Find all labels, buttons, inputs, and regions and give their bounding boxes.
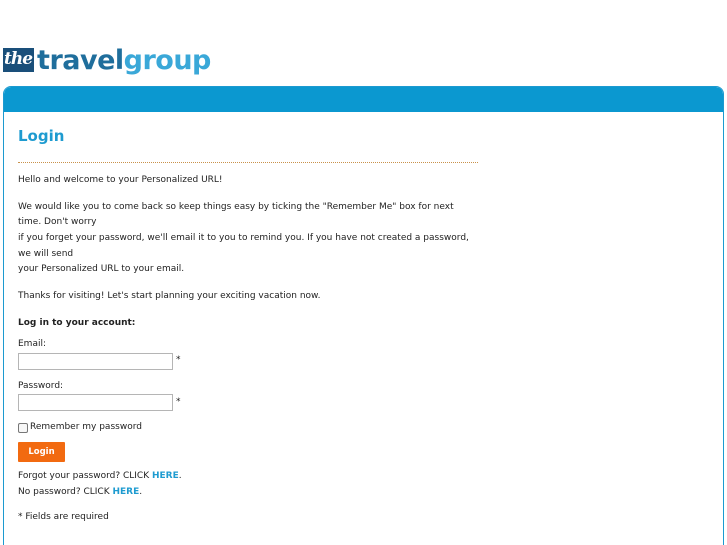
remember-label[interactable]: Remember my password [30,422,142,433]
panel-header-bar [4,87,723,112]
page-title: Login [18,127,65,145]
email-row [18,353,478,370]
logo-the: the [3,48,34,72]
logo-travel: travel [37,45,124,76]
email-label: Email: [18,339,47,350]
login-button[interactable]: Login [18,442,65,462]
nopass-prefix: No password? CLICK [18,486,113,497]
forgot-prefix: Forgot your password? CLICK [18,470,152,481]
login-panel [3,86,724,545]
login-content [18,127,478,525]
title-divider [18,162,478,163]
required-footnote: * Fields are required [18,511,109,522]
intro-line-2: if you forget your password, we'll email it to you to remind you. If you have not created a password, we will send [18,232,469,259]
forgot-suffix: . [178,470,182,481]
greeting-text: Hello and welcome to your Personalized URL! [18,175,223,185]
travelgroup-logo[interactable] [3,44,211,76]
forgot-here-link[interactable]: HERE [151,470,179,481]
forgot-password-line [18,468,478,484]
no-password-line [18,484,478,500]
remember-row[interactable] [18,420,478,436]
intro-line-1: We would like you to come back so keep things easy by ticking the "Remember Me" box for next time. Don't worry [18,201,454,228]
remember-checkbox[interactable] [18,423,28,433]
password-row [18,394,478,411]
password-label: Password: [18,380,64,391]
logo-group: group [123,45,211,76]
password-field[interactable] [18,394,173,411]
nopass-here-link[interactable]: HERE [112,486,140,497]
thanks-text: Thanks for visiting! Let's start planning your exciting vacation now. [18,291,321,302]
email-field[interactable] [18,353,173,370]
password-required-mark: * [176,396,181,407]
intro-paragraph [18,200,478,279]
email-required-mark: * [176,355,181,366]
nopass-suffix: . [139,486,143,497]
form-heading: Log in to your account: [18,317,136,328]
intro-line-3: your Personalized URL to your email. [18,264,185,275]
